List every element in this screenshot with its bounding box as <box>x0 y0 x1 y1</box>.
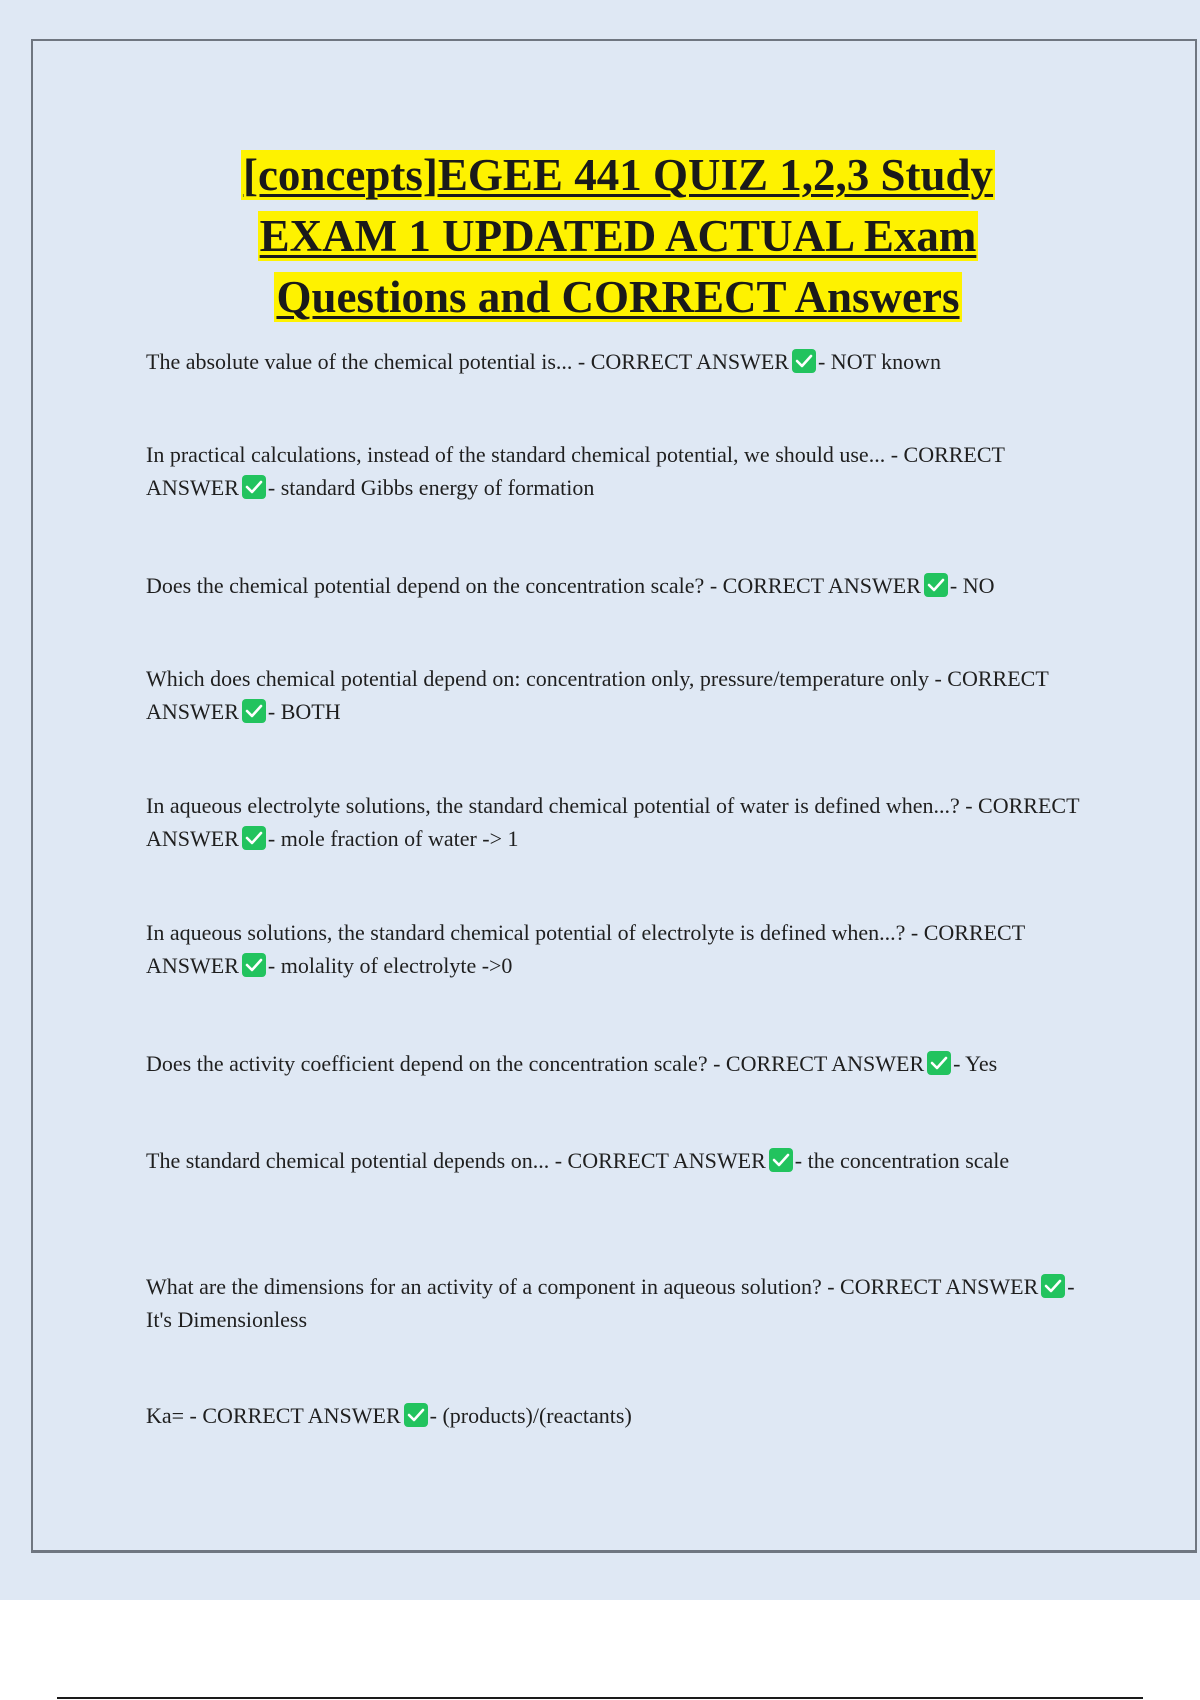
title-line-3: Questions and CORRECT Answers <box>276 272 960 322</box>
qa-question: Does the activity coefficient depend on the concentration scale? - CORRECT ANSWER <box>146 1051 925 1076</box>
qa-item <box>146 1399 1096 1432</box>
qa-answer: - standard Gibbs energy of formation <box>267 475 595 500</box>
qa-answer: - NOT known <box>817 349 942 374</box>
check-icon <box>242 699 266 723</box>
qa-item <box>146 438 1096 504</box>
check-icon <box>242 475 266 499</box>
check-icon <box>404 1403 428 1427</box>
qa-answer: - Yes <box>953 1051 998 1076</box>
check-icon <box>769 1148 793 1172</box>
qa-answer: - mole fraction of water -> 1 <box>267 826 519 851</box>
qa-question: The standard chemical potential depends on... - CORRECT ANSWER <box>146 1148 766 1173</box>
qa-item <box>146 569 1096 602</box>
qa-item <box>146 916 1096 982</box>
qa-item <box>146 1270 1096 1336</box>
qa-item <box>146 1144 1096 1177</box>
qa-answer: - the concentration scale <box>794 1148 1010 1173</box>
document-title-block <box>120 145 1116 328</box>
qa-item <box>146 789 1096 855</box>
qa-question: In aqueous solutions, the standard chemical potential of electrolyte is defined when...? - CORRECT ANSWER <box>146 920 1025 978</box>
qa-question: In practical calculations, instead of the standard chemical potential, we should use... - CORRECT ANSWER <box>146 442 1005 500</box>
page-divider <box>57 1697 1143 1699</box>
check-icon <box>924 573 948 597</box>
qa-item <box>146 345 1096 378</box>
qa-question: In aqueous electrolyte solutions, the standard chemical potential of water is defined when...? - CORRECT ANSWER <box>146 793 1080 851</box>
title-line-2: EXAM 1 UPDATED ACTUAL Exam <box>259 211 977 261</box>
check-icon <box>927 1051 951 1075</box>
document-title <box>120 145 1116 328</box>
check-icon <box>242 953 266 977</box>
qa-question: What are the dimensions for an activity of a component in aqueous solution? - CORRECT ANSWER <box>146 1274 1039 1299</box>
title-line-1: [concepts]EGEE 441 QUIZ 1,2,3 Study <box>242 150 994 200</box>
qa-answer: - It's Dimensionless <box>146 1274 1075 1332</box>
qa-answer: - BOTH <box>267 699 341 724</box>
check-icon <box>1041 1274 1065 1298</box>
check-icon <box>792 349 816 373</box>
qa-item <box>146 662 1096 728</box>
qa-answer: - (products)/(reactants) <box>429 1403 632 1428</box>
qa-item <box>146 1047 1096 1080</box>
check-icon <box>242 826 266 850</box>
qa-question: Ka= - CORRECT ANSWER <box>146 1403 401 1428</box>
qa-answer: - NO <box>949 573 995 598</box>
qa-question: The absolute value of the chemical potential is... - CORRECT ANSWER <box>146 349 789 374</box>
qa-question: Which does chemical potential depend on: concentration only, pressure/temperature only - CORRECT ANSWER <box>146 666 1049 724</box>
qa-question: Does the chemical potential depend on the concentration scale? - CORRECT ANSWER <box>146 573 921 598</box>
qa-answer: - molality of electrolyte ->0 <box>267 953 513 978</box>
